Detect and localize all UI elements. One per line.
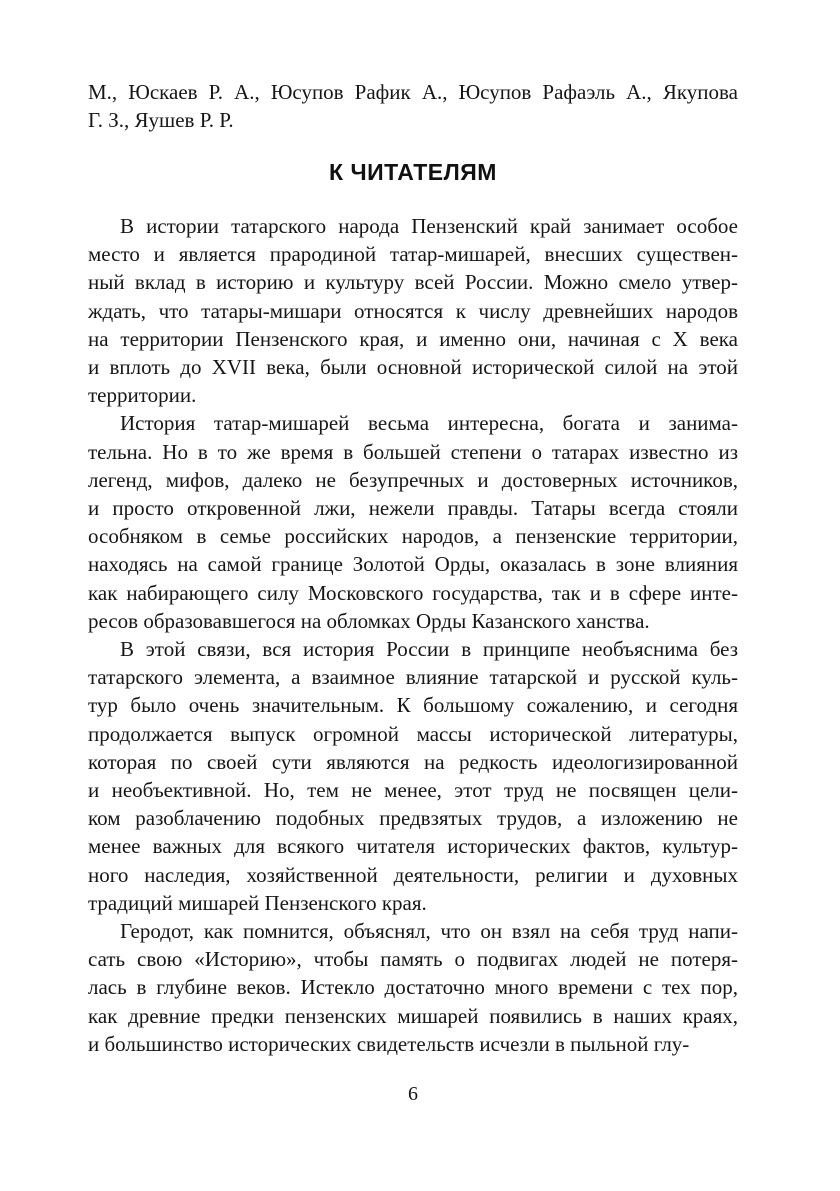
text-line: территории.	[88, 383, 197, 408]
body-text	[88, 212, 738, 1058]
text-line: ком разоблачению подобных предвзятых трудов, а изложению не	[88, 806, 738, 831]
text-line: татарского элемента, а взаимное влияние татарской и русской куль-	[88, 665, 738, 690]
text-line: место и является прародиной татар-мишарей, внесших существен-	[88, 242, 738, 267]
text-line: лась в глубине веков. Истекло достаточно много времени с тех пор,	[88, 975, 738, 1000]
text-line: История татар-мишарей весьма интересна, богата и занима-	[120, 411, 738, 436]
text-line: В истории татарского народа Пензенский край занимает особое	[120, 214, 738, 238]
text-line: М., Юскаев Р. А., Юсупов Рафик А., Юсупов Рафаэль А., Якупова	[88, 80, 738, 104]
text-line: менее важных для всякого читателя исторических фактов, культур-	[88, 834, 738, 859]
text-line: Г. З., Яушев Р. Р.	[88, 108, 234, 133]
text-line: Геродот, как помнится, объяснял, что он взял на себя труд напи-	[120, 919, 738, 944]
paragraph	[88, 212, 738, 409]
text-line: и необъективной. Но, тем не менее, этот труд не посвящен цели-	[88, 778, 738, 803]
text-line: тельна. Но в то же время в большей степени о татарах известно из	[88, 439, 738, 464]
text-line: легенд, мифов, далеко не безупречных и достоверных источников,	[88, 467, 738, 492]
text-line: на территории Пензенского края, и именно они, начиная с X века	[88, 326, 738, 351]
text-line: особняком в семье российских народов, а пензенские территории,	[88, 524, 738, 549]
text-line: тур было очень значительным. К большому сожалению, и сегодня	[88, 693, 738, 718]
text-line: как древние предки пензенских мишарей появились в наших краях,	[88, 1003, 738, 1028]
text-line: находясь на самой границе Золотой Орды, оказалась в зоне влияния	[88, 552, 738, 577]
text-line: традиций мишарей Пензенского края.	[88, 890, 427, 915]
page-number: 6	[408, 1083, 418, 1105]
text-line: и вплоть до XVII века, были основной исторической силой на этой	[88, 355, 738, 380]
text-line: и большинство исторических свидетельств исчезли в пыльной глу-	[88, 1031, 690, 1056]
paragraph	[88, 635, 738, 917]
author-list-continuation	[88, 78, 738, 134]
text-line: ный вклад в историю и культуру всей России. Можно смело утвер-	[88, 270, 738, 295]
text-line: как набирающего силу Московского государства, так и в сфере инте-	[88, 580, 738, 605]
text-line: сать свою «Историю», чтобы память о подвигах людей не потеря-	[88, 947, 738, 972]
text-line: ждать, что татары-мишари относятся к числу древнейших народов	[88, 298, 738, 323]
section-heading: К ЧИТАТЕЛЯМ	[329, 159, 497, 185]
paragraph	[88, 917, 738, 1058]
text-line: продолжается выпуск огромной массы исторической литературы,	[88, 721, 738, 746]
paragraph	[88, 409, 738, 635]
text-line: В этой связи, вся история России в принципе необъяснима без	[120, 637, 738, 662]
text-line: ресов образовавшегося на обломках Орды Казанского ханства.	[88, 608, 650, 633]
text-line: которая по своей сути являются на редкость идеологизированной	[88, 749, 738, 774]
text-line: и просто откровенной лжи, нежели правды. Татары всегда стояли	[88, 496, 738, 521]
text-line: ного наследия, хозяйственной деятельности, религии и духовных	[88, 862, 738, 887]
